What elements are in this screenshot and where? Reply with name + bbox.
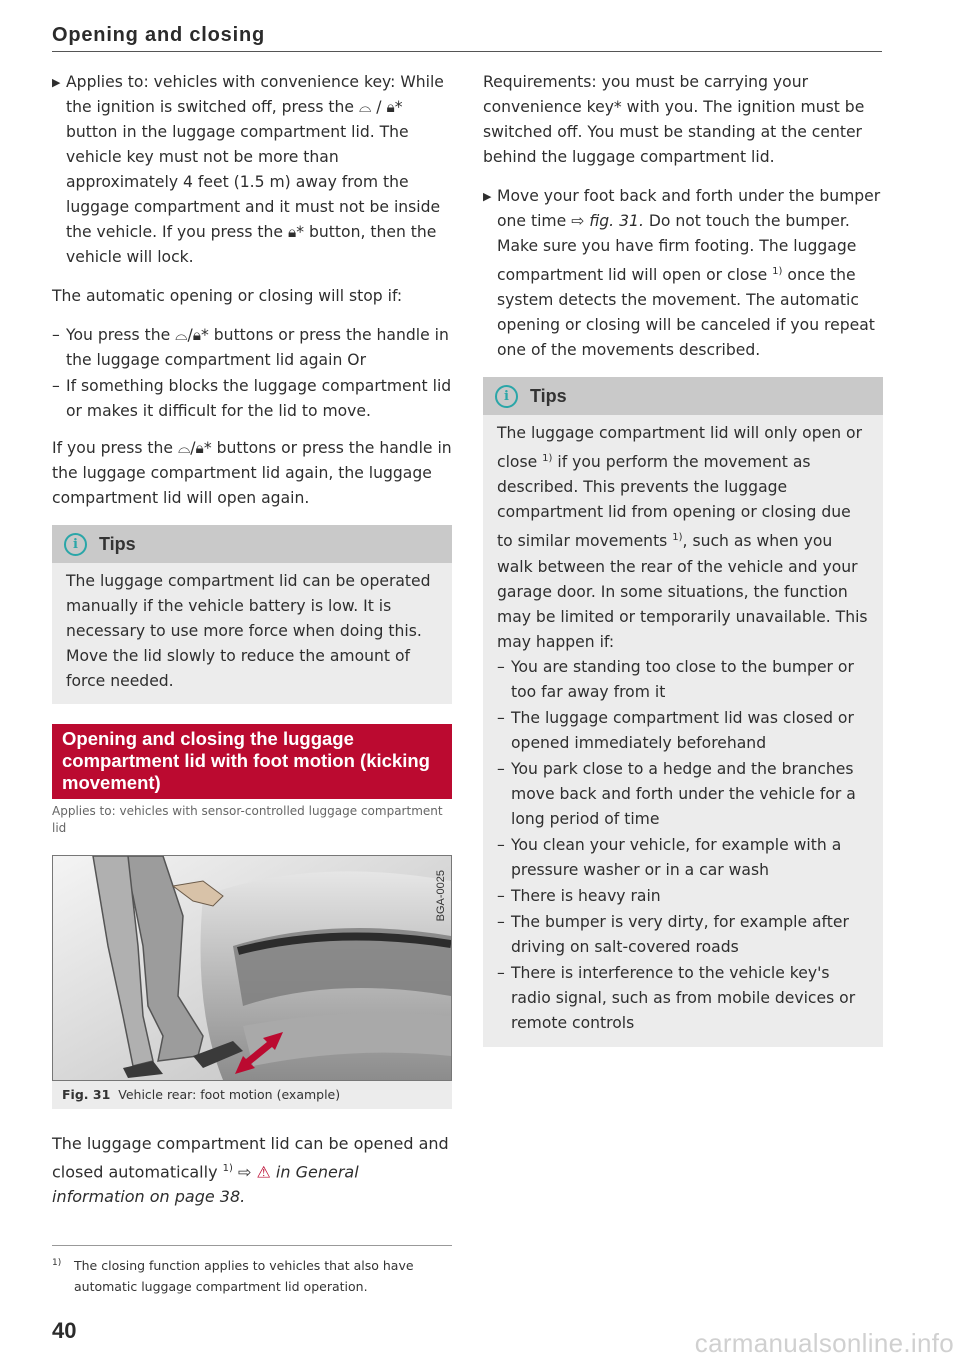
tips-header	[52, 525, 452, 563]
figure-code: BGA-0025	[435, 870, 447, 922]
tips-label: Tips	[99, 533, 136, 554]
tips-text: The luggage compartment lid will only open or close $^{1)}$ if you perform the movement as described. This prevents the luggage compartment lid from opening or closing due to similar movements $^{1)}$, such as when you walk between the rear of the vehicle and your garage door. In some situations, the function may be limited or temporarily unavailable. This may happen if:	[497, 424, 868, 651]
fig-31-link[interactable]: ⇨ fig. 31.	[571, 212, 644, 230]
requirements-text: Requirements: you must be carrying your convenience key* with you. The ignition must be switched off. You must be standing at the center behind the luggage compartment lid.	[483, 73, 865, 166]
page-number: 40	[52, 1318, 77, 1343]
applies-to: Applies to: vehicles with sensor-controlled luggage compartment lid	[52, 804, 443, 835]
page-header-title: Opening and closing	[52, 24, 265, 46]
condition-item: – You are standing too close to the bumper or too far away from it	[497, 657, 854, 701]
stop-item: – If something blocks the luggage compartment lid or makes it difficult for the lid to move.	[52, 377, 452, 420]
tips-text: The luggage compartment lid can be operated manually if the vehicle battery is low. It is necessary to use more force when doing this. Move the lid slowly to reduce the amount of force needed.	[66, 572, 431, 690]
bullet-convenience-key: ▶ Applies to: vehicles with convenience key: While the ignition is switched off, press the ⌓ / 🔒︎* button in the luggage compartment lid. The vehicle key must not be more than approximately 4 feet (1.5 m) away from the luggage compartment and it must not be inside the vehicle. If you press the 🔒︎* button, then the vehicle will lock.	[52, 70, 452, 270]
bullet-triangle-icon: ▶	[52, 76, 61, 89]
condition-item: – You park close to a hedge and the branches move back and forth under the vehicle for a long period of time	[497, 759, 856, 828]
general-info-link[interactable]: in General information on page 38.	[52, 1162, 359, 1207]
figure-label: Fig. 31	[62, 1087, 111, 1102]
condition-item: – The luggage compartment lid was closed or opened immediately beforehand	[497, 708, 854, 752]
stop-intro: The automatic opening or closing will stop if:	[52, 287, 403, 305]
right-column	[483, 70, 883, 1067]
condition-item: – There is heavy rain	[497, 886, 661, 905]
info-icon: i	[495, 385, 518, 408]
figure-caption-text: Vehicle rear: foot motion (example)	[118, 1087, 341, 1102]
info-icon: i	[64, 533, 87, 556]
condition-item: – There is interference to the vehicle key's radio signal, such as from mobile devices or remote controls	[497, 963, 856, 1032]
watermark: carmanualsonline.info	[694, 1328, 954, 1358]
bullet-foot-motion: ▶ Move your foot back and forth under the bumper one time ⇨ fig. 31. Do not touch the bumper. Make sure you have firm footing. The luggage compartment lid will open or close $^{1)}$ once the system detects the movement. The automatic opening or closing will be canceled if you repeat one of the movements described.	[483, 184, 883, 363]
open-again-text: If you press the ⌓/🔒︎* buttons or press the handle in the luggage compartment lid again, the luggage compartment lid will open again.	[52, 439, 452, 507]
stop-item: – You press the ⌓/🔒︎* buttons or press the handle in the luggage compartment lid again Or	[52, 326, 449, 369]
condition-item: – The bumper is very dirty, for example after driving on salt-covered roads	[497, 912, 849, 956]
section-heading: Opening and closing the luggage compartment lid with foot motion (kicking movement)	[52, 724, 452, 799]
figure-foot-motion	[52, 855, 452, 1081]
tips-header	[483, 377, 883, 415]
condition-item: – You clean your vehicle, for example with a pressure washer or in a car wash	[497, 835, 842, 879]
footnote-rule	[52, 1245, 452, 1246]
tips-label: Tips	[530, 385, 567, 406]
header-rule	[52, 51, 882, 52]
foot-motion-illustration	[53, 856, 451, 1080]
figure-caption	[52, 1081, 452, 1109]
footnote: 1) The closing function applies to vehicles that also have automatic luggage compartment lid operation.	[52, 1258, 414, 1294]
left-column	[52, 70, 452, 1223]
automatic-text: The luggage compartment lid can be opened and closed automatically $^{1)}$ ⇨ ⚠ in General information on page 38.	[52, 1134, 449, 1207]
tips-box-right	[483, 377, 883, 1046]
warning-triangle-icon: ⚠	[256, 1162, 271, 1182]
bullet-triangle-icon: ▶	[483, 190, 492, 203]
tips-box	[52, 525, 452, 704]
